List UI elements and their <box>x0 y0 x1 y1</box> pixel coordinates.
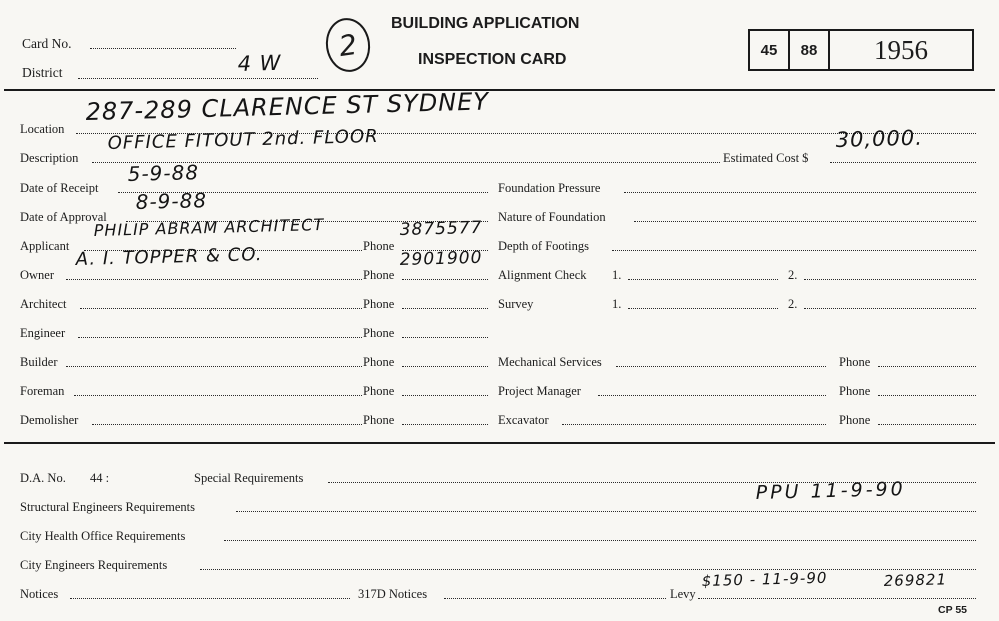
structural-engineers-field <box>236 511 976 512</box>
foreman-field <box>74 395 362 396</box>
builder-phone-label: Phone <box>363 355 395 369</box>
applicant-phone-label: Phone <box>363 239 395 253</box>
structural-engineers-label: Structural Engineers Requirements <box>20 500 195 514</box>
survey-label: Survey <box>498 297 534 311</box>
reference-box-1-text: 45 <box>760 41 778 59</box>
mechanical-services-phone-label: Phone <box>839 355 871 369</box>
applicant-phone-value: 3875577 <box>399 217 483 240</box>
reference-box-3 <box>828 29 974 71</box>
applicant-value: PHILIP ABRAM ARCHITECT <box>93 214 325 240</box>
project-manager-phone-label: Phone <box>839 384 871 398</box>
demolisher-phone-field <box>402 424 488 425</box>
alignment-check-field-2 <box>804 279 976 280</box>
header-divider <box>4 89 995 91</box>
survey-field-1 <box>628 308 778 309</box>
city-health-field <box>224 540 976 541</box>
depth-of-footings-field <box>612 250 976 251</box>
foundation-pressure-label: Foundation Pressure <box>498 181 601 195</box>
project-manager-field <box>598 395 826 396</box>
card-no-field <box>90 48 236 49</box>
city-health-label: City Health Office Requirements <box>20 529 186 543</box>
estimated-cost-value: 30,000. <box>835 125 924 152</box>
notices-317d-label: 317D Notices <box>358 587 428 601</box>
survey-num1: 1. <box>612 297 622 311</box>
owner-value: A. I. TOPPER & CO. <box>75 244 263 270</box>
excavator-phone-field <box>878 424 976 425</box>
reference-box-2-text: 88 <box>800 41 818 59</box>
mechanical-services-field <box>616 366 826 367</box>
notices-label: Notices <box>20 587 59 601</box>
circled-number <box>322 15 373 75</box>
nature-of-foundation-field <box>634 221 976 222</box>
owner-phone-label: Phone <box>363 268 395 282</box>
project-manager-phone-field <box>878 395 976 396</box>
card-title-line1: BUILDING APPLICATION <box>391 15 580 32</box>
engineer-label: Engineer <box>20 326 66 340</box>
card-no-label: Card No. <box>22 36 72 51</box>
estimated-cost-label: Estimated Cost $ <box>723 151 809 165</box>
owner-phone-field <box>402 279 488 280</box>
depth-of-footings-label: Depth of Footings <box>498 239 589 253</box>
builder-label: Builder <box>20 355 58 369</box>
architect-field <box>80 308 362 309</box>
levy-value: $150 - 11-9-90 <box>701 568 828 590</box>
notices-317d-field <box>444 598 666 599</box>
architect-phone-label: Phone <box>363 297 395 311</box>
date-of-receipt-value: 5-9-88 <box>127 160 200 186</box>
description-label: Description <box>20 151 79 165</box>
levy-receipt-value: 269821 <box>883 570 948 590</box>
circled-number-text: 2 <box>336 27 360 63</box>
owner-field <box>66 279 362 280</box>
alignment-check-num2: 2. <box>788 268 798 282</box>
engineer-phone-label: Phone <box>363 326 395 340</box>
architect-phone-field <box>402 308 488 309</box>
builder-phone-field <box>402 366 488 367</box>
engineer-field <box>78 337 362 338</box>
builder-field <box>66 366 362 367</box>
foreman-phone-label: Phone <box>363 384 395 398</box>
foreman-label: Foreman <box>20 384 65 398</box>
estimated-cost-field <box>830 162 976 163</box>
excavator-field <box>562 424 826 425</box>
mechanical-services-label: Mechanical Services <box>498 355 602 369</box>
levy-label: Levy <box>670 587 696 601</box>
description-value: OFFICE FITOUT 2nd. FLOOR <box>107 125 379 154</box>
alignment-check-num1: 1. <box>612 268 622 282</box>
project-manager-label: Project Manager <box>498 384 581 398</box>
reference-box-1 <box>748 29 790 71</box>
demolisher-field <box>92 424 362 425</box>
form-code: CP 55 <box>938 604 967 616</box>
owner-label: Owner <box>20 268 55 282</box>
da-no-label: D.A. No. <box>20 471 66 485</box>
demolisher-phone-label: Phone <box>363 413 395 427</box>
levy-field <box>698 598 976 599</box>
survey-num2: 2. <box>788 297 798 311</box>
special-requirements-label: Special Requirements <box>194 471 304 485</box>
reference-box-3-text: 1956 <box>874 34 928 65</box>
structural-engineers-value: PPU 11-9-90 <box>755 478 906 504</box>
demolisher-label: Demolisher <box>20 413 79 427</box>
survey-field-2 <box>804 308 976 309</box>
mechanical-services-phone-field <box>878 366 976 367</box>
location-label: Location <box>20 122 65 136</box>
architect-label: Architect <box>20 297 67 311</box>
date-of-approval-value: 8-9-88 <box>135 188 208 214</box>
engineer-phone-field <box>402 337 488 338</box>
nature-of-foundation-label: Nature of Foundation <box>498 210 606 224</box>
city-engineers-field <box>200 569 976 570</box>
city-engineers-label: City Engineers Requirements <box>20 558 168 572</box>
reference-box-2 <box>788 29 830 71</box>
foundation-pressure-field <box>624 192 976 193</box>
date-of-approval-label: Date of Approval <box>20 210 107 224</box>
district-value: 4 W <box>237 50 282 76</box>
alignment-check-field-1 <box>628 279 778 280</box>
applicant-label: Applicant <box>20 239 70 253</box>
owner-phone-value: 2901900 <box>399 247 483 270</box>
district-label: District <box>22 65 63 80</box>
section-divider <box>4 442 995 444</box>
location-value: 287-289 CLARENCE ST SYDNEY <box>85 87 490 126</box>
district-field <box>78 78 318 79</box>
excavator-phone-label: Phone <box>839 413 871 427</box>
alignment-check-label: Alignment Check <box>498 268 587 282</box>
da-no-value: 44 : <box>90 471 110 485</box>
excavator-label: Excavator <box>498 413 549 427</box>
foreman-phone-field <box>402 395 488 396</box>
card-title-line2: INSPECTION CARD <box>418 51 567 68</box>
notices-field <box>70 598 350 599</box>
date-of-receipt-label: Date of Receipt <box>20 181 99 195</box>
